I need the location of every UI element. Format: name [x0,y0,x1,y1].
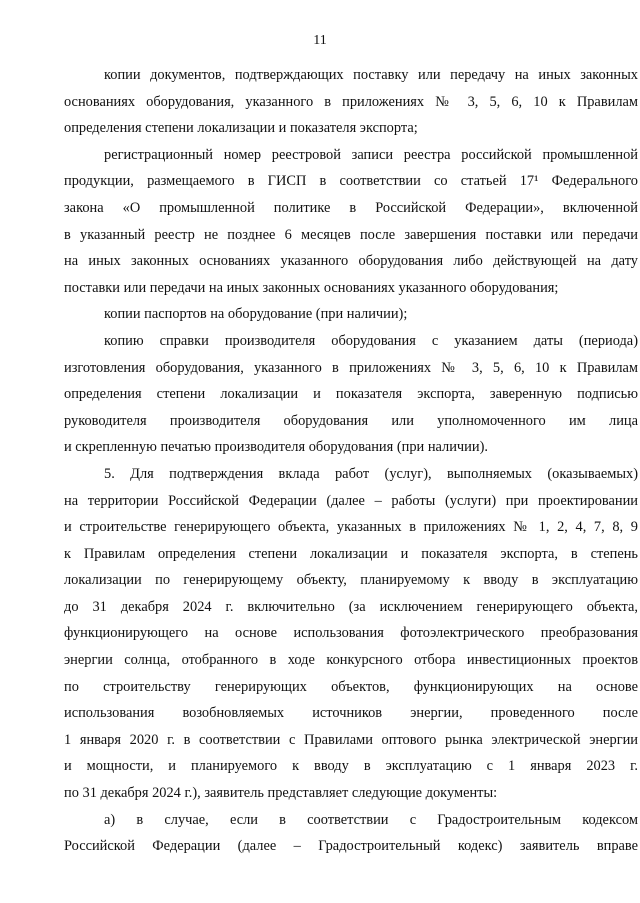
text-line: основаниях оборудования, указанного в приложениях № 3, 5, 6, 10 к Правилам [64,93,638,110]
paragraph-subsection-a [64,807,638,860]
text-line: на иных законных основаниях указанного оборудования либо действующей на дату [64,253,638,270]
text-line: энергии солнца, отобранного в ходе конкурсного отбора инвестиционных проектов [64,652,638,669]
text-line: регистрационный номер реестровой записи реестра российской промышленной [104,146,638,163]
paragraph-section-5 [64,461,638,807]
document-body [64,62,638,860]
text-line: определения степени локализации и показателя экспорта, заверенную подписью [64,386,638,403]
text-line: продукции, размещаемого в ГИСП в соответствии со статьей 17¹ Федерального [64,173,638,190]
text-line: определения степени локализации и показателя экспорта; [64,120,418,137]
paragraph-passports [64,301,638,328]
text-line: 5. Для подтверждения вклада работ (услуг), выполняемых (оказываемых) [104,465,638,482]
text-line: использования возобновляемых источников энергии, проведенного после [64,705,638,722]
text-line: копию справки производителя оборудования с указанием даты (периода) [104,332,638,349]
paragraph-equipment-documents [64,62,638,142]
text-line: по 31 декабря 2024 г.), заявитель представляет следующие документы: [64,785,498,802]
text-line: к Правилам определения степени локализации и показателя экспорта, в степень [64,545,638,562]
text-line: функционирующего на основе использования фотоэлектрического преобразования [64,625,638,642]
paragraph-registry-number [64,142,638,302]
text-line: изготовления оборудования, указанного в приложениях № 3, 5, 6, 10 к Правилам [64,359,638,376]
text-line: копии паспортов на оборудование (при наличии); [104,306,408,323]
text-line: поставки или передачи на иных законных основаниях указанного оборудования; [64,279,559,296]
text-line: и скрепленную печатью производителя оборудования (при наличии). [64,439,488,456]
text-line: руководителя производителя оборудования или уполномоченного им лица [64,412,638,429]
text-line: до 31 декабря 2024 г. включительно (за исключением генерирующего объекта, [64,598,638,615]
text-line: в указанный реестр не позднее 6 месяцев после завершения поставки или передачи [64,226,638,243]
page-number: 11 [313,33,327,48]
paragraph-manufacturer-certificate [64,328,638,461]
text-line: 1 января 2020 г. в соответствии с Правилами оптового рынка электрической энергии [64,731,638,748]
text-line: и мощности, и планируемого к вводу в эксплуатацию с 1 января 2023 г. [64,758,638,775]
text-line: закона «О промышленной политике в Российской Федерации», включенной [64,199,638,216]
text-line: копии документов, подтверждающих поставку или передачу на иных законных [104,67,638,83]
text-line: и строительстве генерирующего объекта, указанных в приложениях № 1, 2, 4, 7, 8, 9 [64,519,638,536]
text-line: по строительству генерирующих объектов, функционирующих на основе [64,678,638,695]
text-line: локализации по генерирующему объекту, планируемому к вводу в эксплуатацию [64,572,638,589]
text-line: а) в случае, если в соответствии с Градостроительным кодексом [104,811,638,828]
text-line: Российской Федерации (далее – Градостроительный кодекс) заявитель вправе [64,838,638,855]
text-line: на территории Российской Федерации (далее – работы (услуги) при проектировании [64,492,638,509]
